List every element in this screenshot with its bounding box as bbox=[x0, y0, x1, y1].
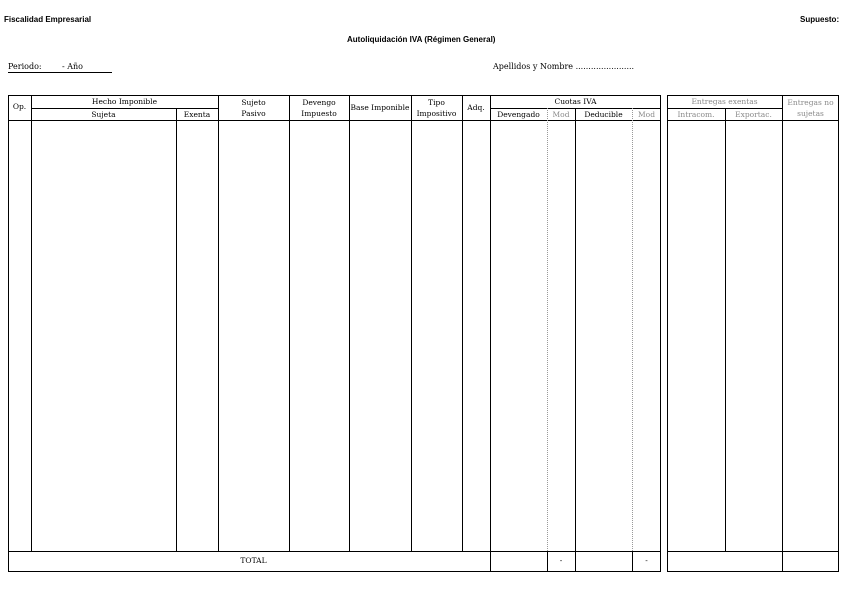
header-exportac: Exportac. bbox=[735, 110, 772, 119]
header-op: Op. bbox=[12, 102, 27, 111]
header-entregas-exentas: Entregas exentas bbox=[691, 97, 758, 106]
header-devengo: Devengo bbox=[302, 98, 336, 107]
col-line-mod1 bbox=[575, 108, 576, 572]
periodo-underline bbox=[8, 72, 112, 73]
header-mod-deducible: Mod bbox=[638, 110, 655, 119]
col-line-tipo bbox=[462, 95, 463, 551]
header-adq: Adq. bbox=[467, 103, 485, 112]
entregas-header-bottom bbox=[667, 120, 839, 121]
company-name: Fiscalidad Empresarial bbox=[4, 15, 92, 24]
nombre-label: Apellidos y Nombre ....................... bbox=[493, 62, 635, 71]
col-line-base bbox=[411, 95, 412, 551]
col-line-adq bbox=[490, 95, 491, 572]
header-sujeto: Sujeto bbox=[241, 98, 266, 107]
header-tipo: Tipo bbox=[428, 98, 445, 107]
total-top-line bbox=[8, 551, 661, 552]
header-intracom: Intracom. bbox=[677, 110, 715, 119]
supuesto-label: Supuesto: bbox=[800, 15, 840, 24]
header-pasivo: Pasivo bbox=[241, 109, 266, 118]
entregas-table bbox=[667, 95, 839, 572]
col-line-devengo bbox=[349, 95, 350, 551]
header-cuotas-iva: Cuotas IVA bbox=[554, 97, 597, 106]
header-impositivo: Impositivo bbox=[416, 109, 457, 118]
header-bottom-line bbox=[8, 120, 661, 121]
col-line-op bbox=[31, 95, 32, 551]
header-devengado: Devengado bbox=[497, 110, 540, 119]
total-mod-deducible: - bbox=[645, 556, 648, 565]
page-title: Autoliquidación IVA (Régimen General) bbox=[347, 35, 496, 44]
col-line-exportac bbox=[782, 95, 783, 572]
header-sujetas: sujetas bbox=[797, 109, 824, 118]
entregas-total-line bbox=[667, 551, 839, 552]
header-deducible: Deducible bbox=[584, 110, 623, 119]
header-entregas-no: Entregas no bbox=[787, 98, 834, 107]
col-line-sujeta bbox=[176, 108, 177, 551]
header-exenta: Exenta bbox=[183, 110, 211, 119]
header-mod-devengado: Mod bbox=[552, 110, 570, 119]
header-hecho-imponible: Hecho Imponible bbox=[91, 97, 158, 106]
total-label: TOTAL bbox=[240, 556, 267, 565]
col-line-intracom bbox=[725, 108, 726, 551]
col-line-sujeto bbox=[289, 95, 290, 551]
main-table bbox=[8, 95, 661, 572]
col-line-deducible-dotted bbox=[632, 108, 633, 551]
header-base-imponible: Base Imponible bbox=[350, 103, 410, 112]
header-sujeta: Sujeta bbox=[91, 110, 116, 119]
col-line-exenta bbox=[218, 95, 219, 551]
periodo-label: Periodo: bbox=[8, 62, 42, 71]
col-line-devengado-dotted bbox=[547, 108, 548, 551]
header-impuesto: Impuesto bbox=[301, 109, 337, 118]
ano-label: - Año bbox=[62, 62, 83, 71]
hecho-divider bbox=[31, 108, 218, 109]
total-mod-devengado: - bbox=[559, 556, 563, 565]
